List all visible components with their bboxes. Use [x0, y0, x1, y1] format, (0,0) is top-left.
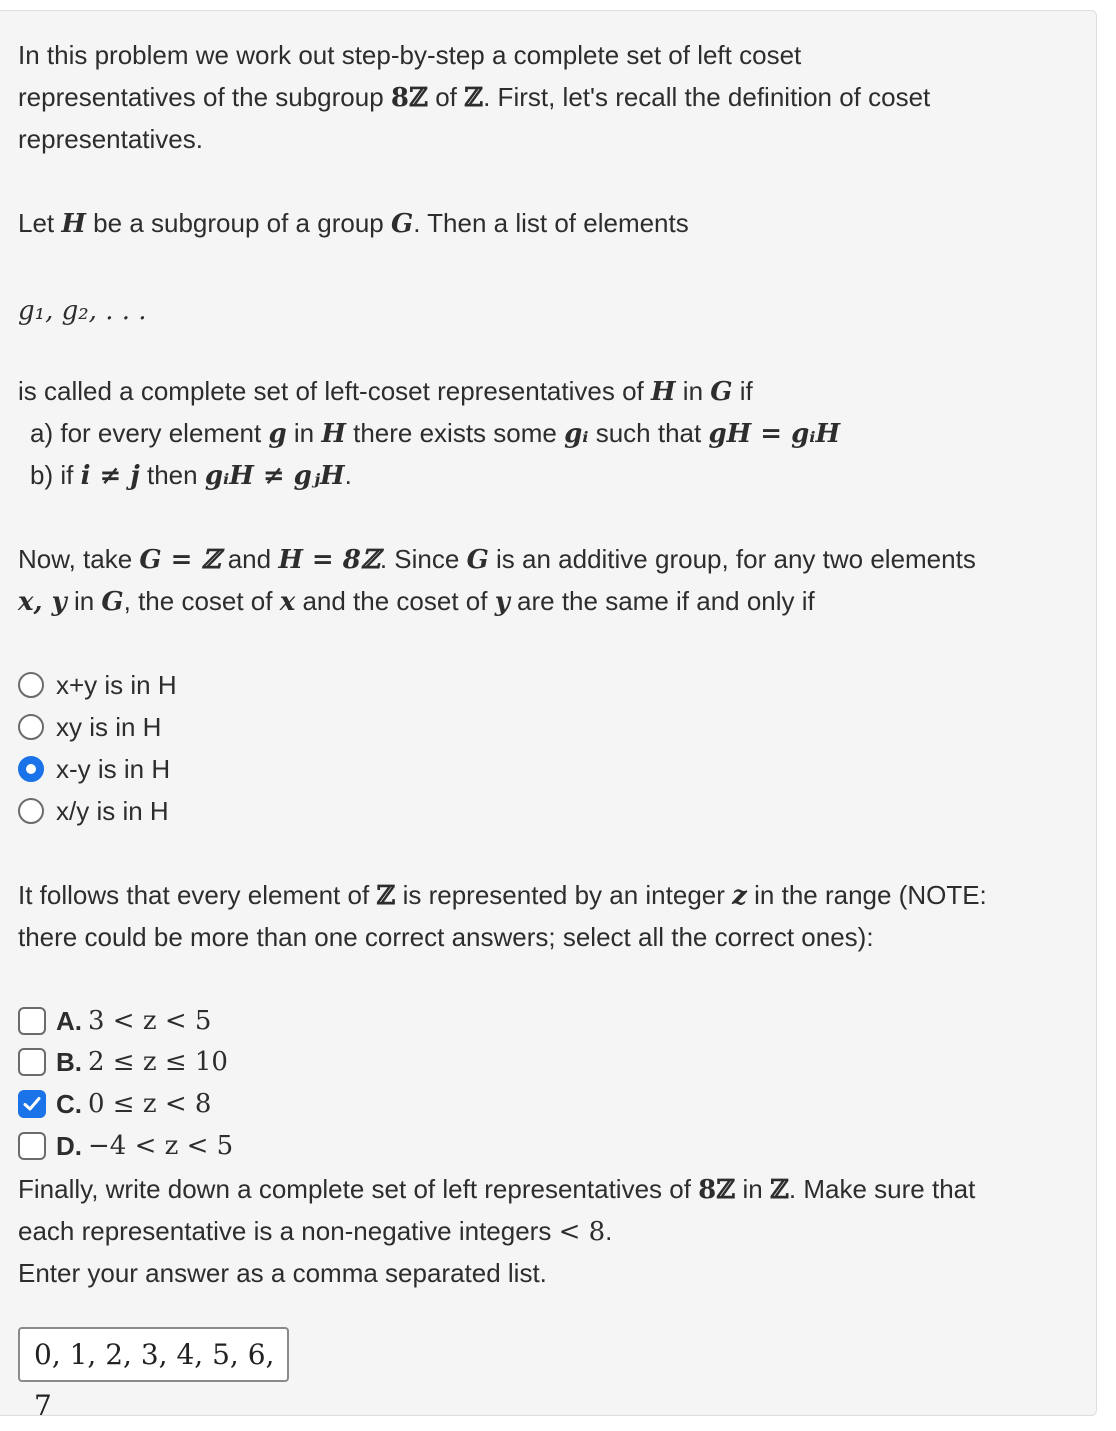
q3-line-2: each representative is a non-negative integers < 8. [18, 1216, 613, 1247]
checkbox-checked[interactable] [18, 1090, 46, 1118]
definition-line-1: Let H be a subgroup of a group G. Then a list of elements [18, 208, 689, 239]
radio-button[interactable] [18, 714, 44, 740]
checkbox-option-d[interactable] [18, 1128, 233, 1164]
generator-list: g₁, g₂, . . . [18, 296, 147, 326]
radio-button[interactable] [18, 672, 44, 698]
checkbox-option-c[interactable] [18, 1086, 211, 1122]
checkbox[interactable] [18, 1048, 46, 1076]
q2-line-2: there could be more than one correct answers; select all the correct ones): [18, 922, 874, 952]
option-letter: A. [56, 1005, 82, 1036]
q3-line-1: Finally, write down a complete set of left representatives of 8ℤ in ℤ. Make sure that [18, 1174, 976, 1205]
intro-line-3: representatives. [18, 124, 203, 154]
radio-button[interactable] [18, 798, 44, 824]
option-letter: C. [56, 1088, 82, 1119]
radio-option-label: x-y is in H [56, 753, 171, 784]
q3-line-3: Enter your answer as a comma separated list. [18, 1258, 547, 1288]
checkbox-option-a[interactable] [18, 1003, 211, 1039]
q1-line-2: x, y in G, the coset of x and the coset of y are the same if and only if [18, 586, 815, 617]
option-letter: D. [56, 1130, 82, 1161]
q2-line-1: It follows that every element of ℤ is represented by an integer z in the range (NOTE: [18, 880, 987, 911]
checkbox[interactable] [18, 1007, 46, 1035]
option-letter: B. [56, 1046, 82, 1077]
radio-option-difference[interactable] [18, 751, 170, 787]
radio-option-sum[interactable] [18, 667, 177, 703]
option-range: 2 ≤ z ≤ 10 [88, 1047, 228, 1077]
radio-option-label: x+y is in H [56, 669, 177, 700]
radio-option-label: x/y is in H [56, 795, 169, 826]
option-range: −4 < z < 5 [88, 1131, 234, 1161]
radio-button-selected[interactable] [18, 756, 44, 782]
condition-b: b) if i ≠ j then gᵢH ≠ gⱼH. [30, 460, 352, 491]
intro-line-1: In this problem we work out step-by-step a complete set of left coset [18, 40, 802, 70]
option-range: 0 ≤ z < 8 [88, 1089, 212, 1119]
radio-option-label: xy is in H [56, 711, 162, 742]
radio-option-product[interactable] [18, 709, 161, 745]
q1-line-1: Now, take G = ℤ and H = 8ℤ. Since G is an additive group, for any two elements [18, 544, 976, 575]
check-icon [23, 1095, 41, 1113]
definition-line-2: is called a complete set of left-coset representatives of H in G if [18, 376, 753, 407]
radio-option-quotient[interactable] [18, 793, 169, 829]
condition-a: a) for every element g in H there exists some gᵢ such that gH = gᵢH [30, 418, 841, 449]
answer-input[interactable]: 0, 1, 2, 3, 4, 5, 6, 7 [18, 1327, 289, 1382]
intro-line-2: representatives of the subgroup 8ℤ of ℤ. First, let's recall the definition of coset [18, 82, 931, 113]
option-range: 3 < z < 5 [88, 1006, 212, 1036]
checkbox-option-b[interactable] [18, 1044, 228, 1080]
checkbox[interactable] [18, 1132, 46, 1160]
